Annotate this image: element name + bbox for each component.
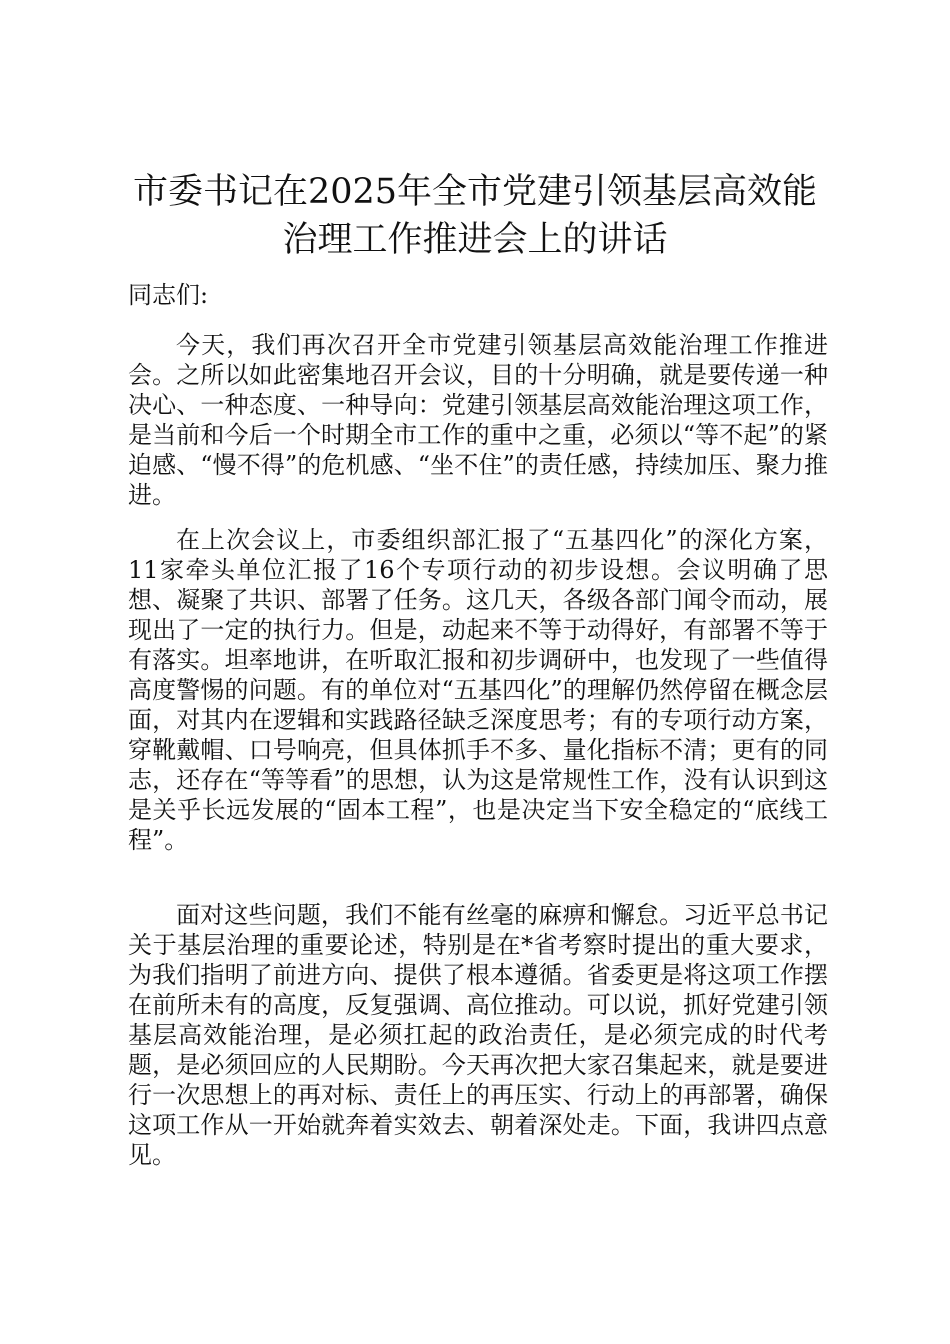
paragraph-1: 今天，我们再次召开全市党建引领基层高效能治理工作推进会。之所以如此密集地召开会议，目的十分明确，就是要传递一种决心、一种态度、一种导向：党建引领基层高效能治理这项工作，是当前和今后一个时期全市工作的重中之重，必须以“等不起”的紧迫感、“慢不得”的危机感、“坐不住”的责任感，持续加压、聚力推进。 (128, 331, 828, 509)
paragraph-3: 面对这些问题，我们不能有丝毫的麻痹和懈怠。习近平总书记关于基层治理的重要论述，特别是在*省考察时提出的重大要求，为我们指明了前进方向、提供了根本遵循。省委更是将这项工作摆在前所未有的高度，反复强调、高位推动。可以说，抓好党建引领基层高效能治理，是必须扛起的政治责任，是必须完成的时代考题，是必须回应的人民期盼。今天再次把大家召集起来，就是要进行一次思想上的再对标、责任上的再压实、行动上的再部署，确保这项工作从一开始就奔着实效去、朝着深处走。下面，我讲四点意见。 (128, 901, 828, 1169)
salutation: 同志们: (128, 281, 209, 309)
title-line-2: 治理工作推进会上的讲话 (282, 220, 668, 260)
paragraph-2: 在上次会议上，市委组织部汇报了“五基四化”的深化方案，11家牵头单位汇报了16个专项行动的初步设想。会议明确了思想、凝聚了共识、部署了任务。这几天，各级各部门闻令而动，展现出了一定的执行力。但是，动起来不等于动得好，有部署不等于有落实。坦率地讲，在听取汇报和初步调研中，也发现了一些值得高度警惕的问题。有的单位对“五基四化”的理解仍然停留在概念层面，对其内在逻辑和实践路径缺乏深度思考；有的专项行动方案，穿靴戴帽、口号响亮，但具体抓手不多、量化指标不清；更有的同志，还存在“等等看”的思想，认为这是常规性工作，没有认识到这是关乎长远发展的“固本工程”，也是决定当下安全稳定的“底线工程”。 (128, 526, 828, 854)
title-line-1: 市委书记在2025年全市党建引领基层高效能 (132, 172, 818, 212)
document-title (100, 168, 850, 264)
